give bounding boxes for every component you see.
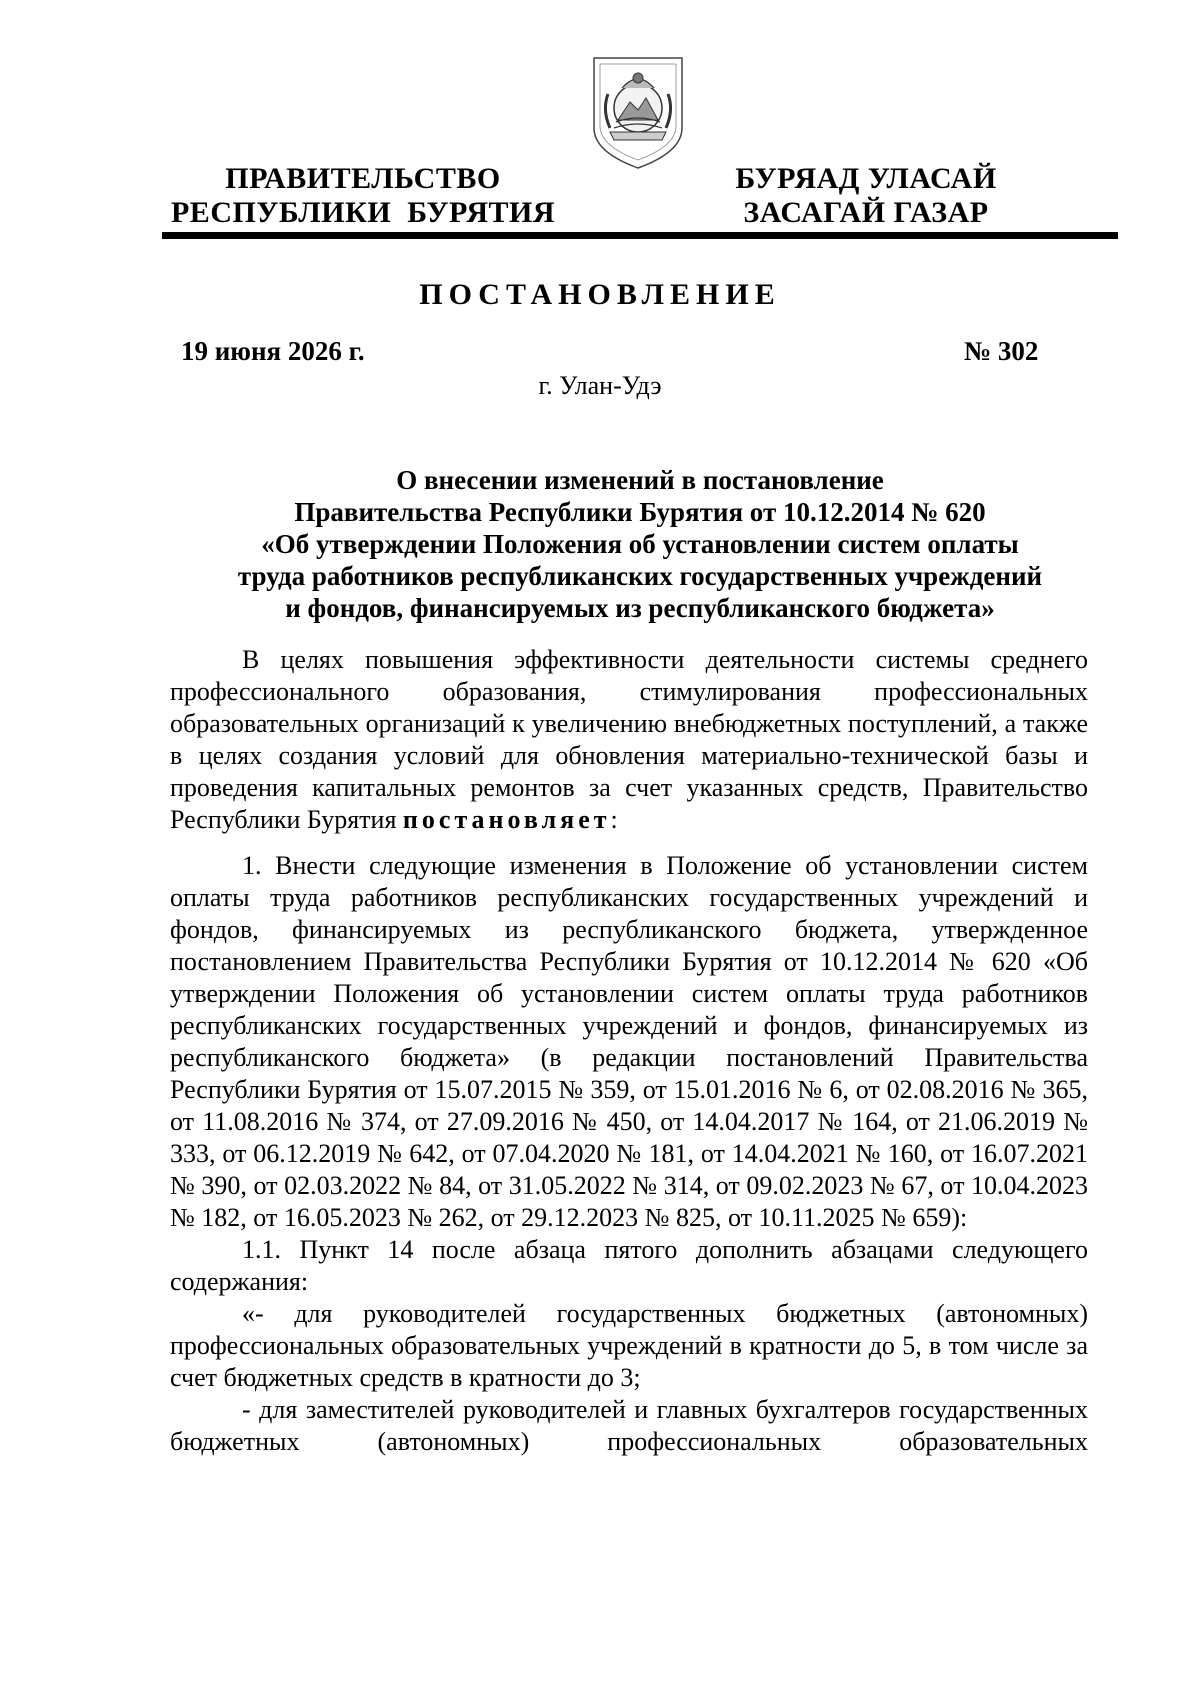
issuer-buryat-line-2: ЗАСАГАЙ ГАЗАР — [743, 196, 989, 229]
document-title — [170, 464, 1110, 624]
body-paragraph-quote-2: - для заместителей руководителей и главных бухгалтеров государственных бюджетных (автономных) профессиональных образовательных — [170, 1395, 1088, 1456]
title-line: О внесении изменений в постановление — [396, 465, 884, 495]
title-line: труда работников республиканских государственных учреждений — [237, 561, 1043, 591]
title-line: «Об утверждении Положения об установлении систем оплаты — [261, 529, 1019, 559]
preamble-text: В целях повышения эффективности деятельности системы среднего профессионального образования, стимулирования профессиональных образовательных организаций к увеличению внебюджетных поступлений, а также в целях создания условий для обновления материально-технической базы и проведения капитальных ремонтов за счет указанных средств, Правительство Республики Бурятия — [170, 645, 1088, 834]
body-paragraph-1: 1. Внести следующие изменения в Положение об установлении систем оплаты труда работников республиканских государственных учреждений и фондов, финансируемых из республиканского бюджета, утвержденное постановлением Правительства Республики Бурятия от 10.12.2014 № 620 «Об утверждении Положения об установлении систем оплаты труда работников республиканских государственных учреждений и фондов, финансируемых из республиканского бюджета» (в редакции постановлений Правительства Республики Бурятия от 15.07.2015 № 359, от 15.01.2016 № 6, от 02.08.2016 № 365, от 11.08.2016 № 374, от 27.09.2016 № 450, от 14.04.2017 № 164, от 21.06.2019 № 333, от 06.12.2019 № 642, от 07.04.2020 № 181, от 14.04.2021 № 160, от 16.07.2021 № 390, от 02.03.2022 № 84, от 31.05.2022 № 314, от 09.02.2023 № 67, от 10.04.2023 № 182, от 16.05.2023 № 262, от 29.12.2023 № 825, от 10.11.2025 № 659): — [170, 851, 1088, 1232]
issuer-name-russian — [168, 162, 558, 230]
issuer-line-2: РЕСПУБЛИКИ БУРЯТИЯ — [170, 196, 556, 229]
issuer-line-1: ПРАВИТЕЛЬСТВО — [225, 162, 501, 195]
document-date: 19 июня 2026 г. — [181, 336, 365, 366]
document-number: № 302 — [964, 336, 1039, 366]
issuer-buryat-line-1: БУРЯАД УЛАСАЙ — [735, 162, 997, 195]
preamble — [170, 644, 1088, 836]
body-paragraph-quote-1: «- для руководителей государственных бюджетных (автономных) профессиональных образовательных учреждений в кратности до 5, в том числе за счет бюджетных средств в кратности до 3; — [170, 1299, 1088, 1392]
preamble-paragraph — [170, 644, 1088, 836]
coat-of-arms-icon — [588, 50, 688, 172]
title-line: Правительства Республики Бурятия от 10.12.2014 № 620 — [294, 497, 986, 527]
issuer-name-buryat — [716, 162, 1016, 230]
title-line: и фондов, финансируемых из республиканского бюджета» — [285, 593, 995, 623]
decree-word: постановляет — [402, 805, 611, 834]
body-paragraph-1-1: 1.1. Пункт 14 после абзаца пятого дополнить абзацами следующего содержания: — [170, 1235, 1088, 1296]
preamble-tail: : — [610, 805, 618, 834]
header-divider — [162, 232, 1118, 239]
document-type: ПОСТАНОВЛЕНИЕ — [419, 278, 781, 311]
document-city: г. Улан-Удэ — [538, 371, 662, 400]
document-body — [170, 850, 1088, 1458]
